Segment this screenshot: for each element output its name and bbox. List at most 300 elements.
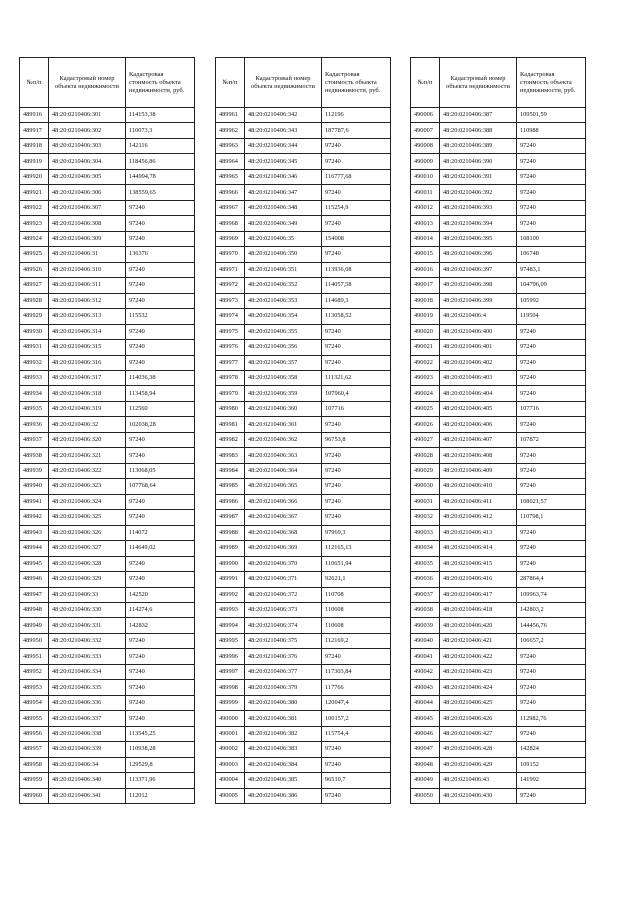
cadastral-number: 48:20:0210406:389 [440, 138, 517, 153]
cadastral-value: 109152 [517, 757, 586, 772]
cadastral-number: 48:20:0210406:394 [440, 216, 517, 231]
table-row [216, 262, 391, 277]
row-number: 489975 [216, 324, 245, 339]
cadastral-value: 97240 [126, 556, 195, 571]
table-row [20, 432, 195, 447]
table-row [216, 463, 391, 478]
cadastral-number: 48:20:0210406:334 [49, 664, 126, 679]
cadastral-number: 48:20:0210406:429 [440, 757, 517, 772]
column-header-cadastral-number: Кадастровый номер объекта недвижимости [49, 58, 126, 108]
table-row [216, 494, 391, 509]
cadastral-number: 48:20:0210406:332 [49, 633, 126, 648]
cadastral-value: 107960,4 [322, 386, 391, 401]
cadastral-value: 97240 [517, 479, 586, 494]
table-row [411, 401, 586, 416]
cadastral-value: 108021,57 [517, 494, 586, 509]
table-row [216, 108, 391, 123]
cadastral-number: 48:20:0210406:391 [440, 169, 517, 184]
row-number: 490023 [411, 370, 440, 385]
table-row [411, 510, 586, 525]
cadastral-number: 48:20:0210406:369 [245, 541, 322, 556]
table-row [216, 231, 391, 246]
cadastral-value: 97240 [517, 169, 586, 184]
cadastral-number: 48:20:0210406:327 [49, 541, 126, 556]
table-row [411, 788, 586, 803]
row-number: 489981 [216, 417, 245, 432]
row-number: 490019 [411, 309, 440, 324]
cadastral-value: 97240 [126, 510, 195, 525]
cadastral-value: 97240 [517, 340, 586, 355]
cadastral-value: 97240 [126, 432, 195, 447]
cadastral-value: 113371,96 [126, 773, 195, 788]
cadastral-value: 142116 [126, 138, 195, 153]
row-number: 489994 [216, 618, 245, 633]
table-row [411, 370, 586, 385]
table-row [20, 340, 195, 355]
cadastral-number: 48:20:0210406:350 [245, 247, 322, 262]
cadastral-value: 97240 [126, 324, 195, 339]
row-number: 489941 [20, 494, 49, 509]
row-number: 489943 [20, 525, 49, 540]
column-header-cadastral-value: Кадастровая стоимость объекта недвижимости, руб. [517, 58, 586, 108]
row-number: 489972 [216, 278, 245, 293]
table-row [411, 309, 586, 324]
cadastral-value: 129529,8 [126, 757, 195, 772]
row-number: 490049 [411, 773, 440, 788]
cadastral-number: 48:20:0210406:392 [440, 185, 517, 200]
cadastral-number: 48:20:0210406:382 [245, 726, 322, 741]
cadastral-number: 48:20:0210406:367 [245, 510, 322, 525]
row-number: 489933 [20, 370, 49, 385]
cadastral-value: 115254,9 [322, 200, 391, 215]
row-number: 490043 [411, 680, 440, 695]
register-table-3 [410, 57, 586, 804]
cadastral-value: 142520 [126, 587, 195, 602]
row-number: 489947 [20, 587, 49, 602]
table-row [411, 525, 586, 540]
row-number: 490010 [411, 169, 440, 184]
cadastral-number: 48:20:0210406:321 [49, 448, 126, 463]
cadastral-value: 97240 [517, 200, 586, 215]
cadastral-number: 48:20:0210406:306 [49, 185, 126, 200]
table-row [20, 262, 195, 277]
row-number: 489937 [20, 432, 49, 447]
cadastral-number: 48:20:0210406:335 [49, 680, 126, 695]
cadastral-number: 48:20:0210406:333 [49, 649, 126, 664]
table-body [20, 108, 195, 804]
cadastral-value: 97240 [126, 664, 195, 679]
cadastral-number: 48:20:0210406:399 [440, 293, 517, 308]
cadastral-number: 48:20:0210406:312 [49, 293, 126, 308]
table-row [216, 355, 391, 370]
cadastral-number: 48:20:0210406:404 [440, 386, 517, 401]
cadastral-number: 48:20:0210406:320 [49, 432, 126, 447]
cadastral-number: 48:20:0210406:420 [440, 618, 517, 633]
cadastral-value: 97483,1 [517, 262, 586, 277]
cadastral-value: 113058,52 [322, 309, 391, 324]
cadastral-number: 48:20:0210406:324 [49, 494, 126, 509]
table-row [411, 603, 586, 618]
cadastral-value: 100157,2 [322, 711, 391, 726]
table-row [20, 293, 195, 308]
table-row [411, 216, 586, 231]
table-row [411, 340, 586, 355]
cadastral-value: 96753,8 [322, 432, 391, 447]
row-number: 490031 [411, 494, 440, 509]
row-number: 489959 [20, 773, 49, 788]
table-row [216, 169, 391, 184]
cadastral-value: 97240 [517, 788, 586, 803]
cadastral-value: 106748 [517, 247, 586, 262]
row-number: 489971 [216, 262, 245, 277]
table-row [216, 711, 391, 726]
cadastral-value: 97240 [322, 448, 391, 463]
cadastral-value: 97240 [517, 154, 586, 169]
table-row [20, 572, 195, 587]
row-number: 490047 [411, 742, 440, 757]
cadastral-value: 110988 [517, 123, 586, 138]
table-row [411, 479, 586, 494]
table-row [20, 200, 195, 215]
row-number: 490039 [411, 618, 440, 633]
row-number: 490026 [411, 417, 440, 432]
cadastral-value: 97240 [517, 695, 586, 710]
table-row [20, 247, 195, 262]
cadastral-value: 97240 [126, 216, 195, 231]
table-row [411, 726, 586, 741]
cadastral-number: 48:20:0210406:43 [440, 773, 517, 788]
row-number: 490029 [411, 463, 440, 478]
cadastral-number: 48:20:0210406:365 [245, 479, 322, 494]
table-row [216, 773, 391, 788]
cadastral-value: 97240 [126, 340, 195, 355]
table-row [411, 247, 586, 262]
cadastral-value: 109501,59 [517, 108, 586, 123]
cadastral-number: 48:20:0210406:317 [49, 370, 126, 385]
row-number: 489932 [20, 355, 49, 370]
cadastral-value: 113068,05 [126, 463, 195, 478]
cadastral-value: 112165,13 [322, 541, 391, 556]
cadastral-number: 48:20:0210406:355 [245, 324, 322, 339]
cadastral-value: 97240 [322, 247, 391, 262]
table-row [411, 773, 586, 788]
row-number: 489922 [20, 200, 49, 215]
table-row [411, 556, 586, 571]
cadastral-value: 112012 [126, 788, 195, 803]
cadastral-number: 48:20:0210406:363 [245, 448, 322, 463]
cadastral-number: 48:20:0210406:352 [245, 278, 322, 293]
cadastral-value: 108100 [517, 231, 586, 246]
table-row [20, 603, 195, 618]
row-number: 490001 [216, 726, 245, 741]
cadastral-number: 48:20:0210406:381 [245, 711, 322, 726]
cadastral-value: 92621,1 [322, 572, 391, 587]
table-row [411, 695, 586, 710]
cadastral-value: 110608 [322, 618, 391, 633]
table-row [216, 247, 391, 262]
row-number: 489958 [20, 757, 49, 772]
row-number: 489930 [20, 324, 49, 339]
table-row [20, 664, 195, 679]
table-row [216, 618, 391, 633]
row-number: 489999 [216, 695, 245, 710]
cadastral-number: 48:20:0210406:408 [440, 448, 517, 463]
cadastral-value: 97240 [322, 340, 391, 355]
cadastral-number: 48:20:0210406:302 [49, 123, 126, 138]
cadastral-number: 48:20:0210406:398 [440, 278, 517, 293]
row-number: 489923 [20, 216, 49, 231]
cadastral-value: 97240 [517, 726, 586, 741]
cadastral-number: 48:20:0210406:373 [245, 603, 322, 618]
cadastral-number: 48:20:0210406:4 [440, 309, 517, 324]
cadastral-value: 154008 [322, 231, 391, 246]
row-number: 490037 [411, 587, 440, 602]
table-row [216, 742, 391, 757]
cadastral-value: 97240 [126, 680, 195, 695]
cadastral-number: 48:20:0210406:356 [245, 340, 322, 355]
table-row [411, 138, 586, 153]
table-row [216, 556, 391, 571]
table-row [216, 664, 391, 679]
cadastral-value: 97240 [517, 541, 586, 556]
cadastral-number: 48:20:0210406:338 [49, 726, 126, 741]
row-number: 490004 [216, 773, 245, 788]
row-number: 490030 [411, 479, 440, 494]
table-row [20, 386, 195, 401]
cadastral-number: 48:20:0210406:342 [245, 108, 322, 123]
row-number: 490006 [411, 108, 440, 123]
cadastral-value: 287864,4 [517, 572, 586, 587]
row-number: 490025 [411, 401, 440, 416]
row-number: 489919 [20, 154, 49, 169]
table-row [411, 231, 586, 246]
row-number: 490028 [411, 448, 440, 463]
table-row [20, 556, 195, 571]
cadastral-value: 97240 [322, 742, 391, 757]
cadastral-number: 48:20:0210406:358 [245, 370, 322, 385]
row-number: 489973 [216, 293, 245, 308]
cadastral-number: 48:20:0210406:417 [440, 587, 517, 602]
table-row [20, 401, 195, 416]
row-number: 489934 [20, 386, 49, 401]
cadastral-value: 113936,08 [322, 262, 391, 277]
table-row [216, 757, 391, 772]
table-row [20, 680, 195, 695]
cadastral-value: 97240 [322, 479, 391, 494]
table-row [411, 293, 586, 308]
cadastral-number: 48:20:0210406:329 [49, 572, 126, 587]
row-number: 489985 [216, 479, 245, 494]
table-row [411, 355, 586, 370]
cadastral-value: 118456,86 [126, 154, 195, 169]
cadastral-value: 115532 [126, 309, 195, 324]
table-row [20, 618, 195, 633]
row-number: 489982 [216, 432, 245, 447]
table-row [411, 169, 586, 184]
cadastral-number: 48:20:0210406:418 [440, 603, 517, 618]
cadastral-value: 97240 [322, 757, 391, 772]
row-number: 490013 [411, 216, 440, 231]
row-number: 489976 [216, 340, 245, 355]
cadastral-number: 48:20:0210406:385 [245, 773, 322, 788]
cadastral-number: 48:20:0210406:32 [49, 417, 126, 432]
row-number: 490002 [216, 742, 245, 757]
table-row [216, 680, 391, 695]
table-row [20, 541, 195, 556]
row-number: 489926 [20, 262, 49, 277]
cadastral-number: 48:20:0210406:393 [440, 200, 517, 215]
row-number: 490044 [411, 695, 440, 710]
row-number: 490017 [411, 278, 440, 293]
cadastral-value: 114072 [126, 525, 195, 540]
cadastral-value: 97240 [517, 324, 586, 339]
cadastral-value: 97240 [517, 417, 586, 432]
table-row [20, 494, 195, 509]
cadastral-value: 97240 [126, 355, 195, 370]
cadastral-number: 48:20:0210406:315 [49, 340, 126, 355]
cadastral-value: 97240 [126, 262, 195, 277]
cadastral-number: 48:20:0210406:426 [440, 711, 517, 726]
table-body [411, 108, 586, 804]
row-number: 489996 [216, 649, 245, 664]
cadastral-value: 107716 [517, 401, 586, 416]
cadastral-value: 112982,76 [517, 711, 586, 726]
row-number: 490020 [411, 324, 440, 339]
cadastral-value: 110608 [322, 603, 391, 618]
row-number: 489987 [216, 510, 245, 525]
row-number: 489936 [20, 417, 49, 432]
row-number: 489951 [20, 649, 49, 664]
cadastral-number: 48:20:0210406:380 [245, 695, 322, 710]
table-row [411, 494, 586, 509]
cadastral-value: 97240 [322, 494, 391, 509]
table-row [20, 231, 195, 246]
cadastral-number: 48:20:0210406:366 [245, 494, 322, 509]
table-row [20, 370, 195, 385]
row-number: 489993 [216, 603, 245, 618]
cadastral-value: 97240 [517, 138, 586, 153]
table-row [411, 463, 586, 478]
row-number: 489956 [20, 726, 49, 741]
cadastral-number: 48:20:0210406:411 [440, 494, 517, 509]
cadastral-value: 107768,64 [126, 479, 195, 494]
cadastral-value: 97240 [322, 216, 391, 231]
row-number: 489992 [216, 587, 245, 602]
register-table-1 [19, 57, 195, 804]
table-row [216, 417, 391, 432]
table-row [411, 324, 586, 339]
table-row [20, 726, 195, 741]
cadastral-number: 48:20:0210406:362 [245, 432, 322, 447]
cadastral-number: 48:20:0210406:351 [245, 262, 322, 277]
cadastral-number: 48:20:0210406:311 [49, 278, 126, 293]
row-number: 489955 [20, 711, 49, 726]
table-header [20, 58, 195, 108]
row-number: 489957 [20, 742, 49, 757]
cadastral-value: 97240 [126, 633, 195, 648]
cadastral-value: 110938,28 [126, 742, 195, 757]
table-row [216, 216, 391, 231]
row-number: 490007 [411, 123, 440, 138]
cadastral-number: 48:20:0210406:406 [440, 417, 517, 432]
table-row [411, 757, 586, 772]
table-row [20, 649, 195, 664]
cadastral-number: 48:20:0210406:384 [245, 757, 322, 772]
table-row [20, 309, 195, 324]
cadastral-number: 48:20:0210406:376 [245, 649, 322, 664]
table-row [216, 324, 391, 339]
cadastral-number: 48:20:0210406:349 [245, 216, 322, 231]
cadastral-value: 112196 [322, 108, 391, 123]
cadastral-value: 110651,94 [322, 556, 391, 571]
row-number: 489916 [20, 108, 49, 123]
cadastral-value: 144456,76 [517, 618, 586, 633]
row-number: 490009 [411, 154, 440, 169]
register-table-2 [215, 57, 391, 804]
column-header-cadastral-number: Кадастровый номер объекта недвижимости [440, 58, 517, 108]
table-row [411, 154, 586, 169]
cadastral-value: 141992 [517, 773, 586, 788]
column-header-cadastral-value: Кадастровая стоимость объекта недвижимости, руб. [126, 58, 195, 108]
cadastral-value: 97240 [322, 355, 391, 370]
column-header-number: №п/п [20, 58, 49, 108]
table-row [216, 123, 391, 138]
cadastral-number: 48:20:0210406:325 [49, 510, 126, 525]
row-number: 490008 [411, 138, 440, 153]
table-row [411, 572, 586, 587]
table-row [20, 448, 195, 463]
cadastral-value: 97240 [517, 664, 586, 679]
table-row [216, 541, 391, 556]
cadastral-value: 187787,6 [322, 123, 391, 138]
cadastral-number: 48:20:0210406:379 [245, 680, 322, 695]
cadastral-number: 48:20:0210406:407 [440, 432, 517, 447]
table-row [20, 417, 195, 432]
row-number: 490014 [411, 231, 440, 246]
table-row [216, 401, 391, 416]
row-number: 489929 [20, 309, 49, 324]
cadastral-value: 97240 [322, 788, 391, 803]
row-number: 489918 [20, 138, 49, 153]
row-number: 490036 [411, 572, 440, 587]
cadastral-value: 97240 [322, 417, 391, 432]
table-row [216, 572, 391, 587]
table-row [20, 587, 195, 602]
row-number: 489920 [20, 169, 49, 184]
table-row [216, 587, 391, 602]
table-header [411, 58, 586, 108]
row-number: 490005 [216, 788, 245, 803]
cadastral-number: 48:20:0210406:386 [245, 788, 322, 803]
cadastral-value: 114057,58 [322, 278, 391, 293]
row-number: 489946 [20, 572, 49, 587]
row-number: 490000 [216, 711, 245, 726]
cadastral-value: 117303,84 [322, 664, 391, 679]
table-row [20, 757, 195, 772]
row-number: 489979 [216, 386, 245, 401]
table-row [20, 278, 195, 293]
row-number: 489960 [20, 788, 49, 803]
table-row [411, 587, 586, 602]
row-number: 489966 [216, 185, 245, 200]
cadastral-value: 97240 [322, 185, 391, 200]
table-row [216, 278, 391, 293]
row-number: 490015 [411, 247, 440, 262]
cadastral-number: 48:20:0210406:402 [440, 355, 517, 370]
row-number: 490003 [216, 757, 245, 772]
cadastral-number: 48:20:0210406:396 [440, 247, 517, 262]
row-number: 490011 [411, 185, 440, 200]
